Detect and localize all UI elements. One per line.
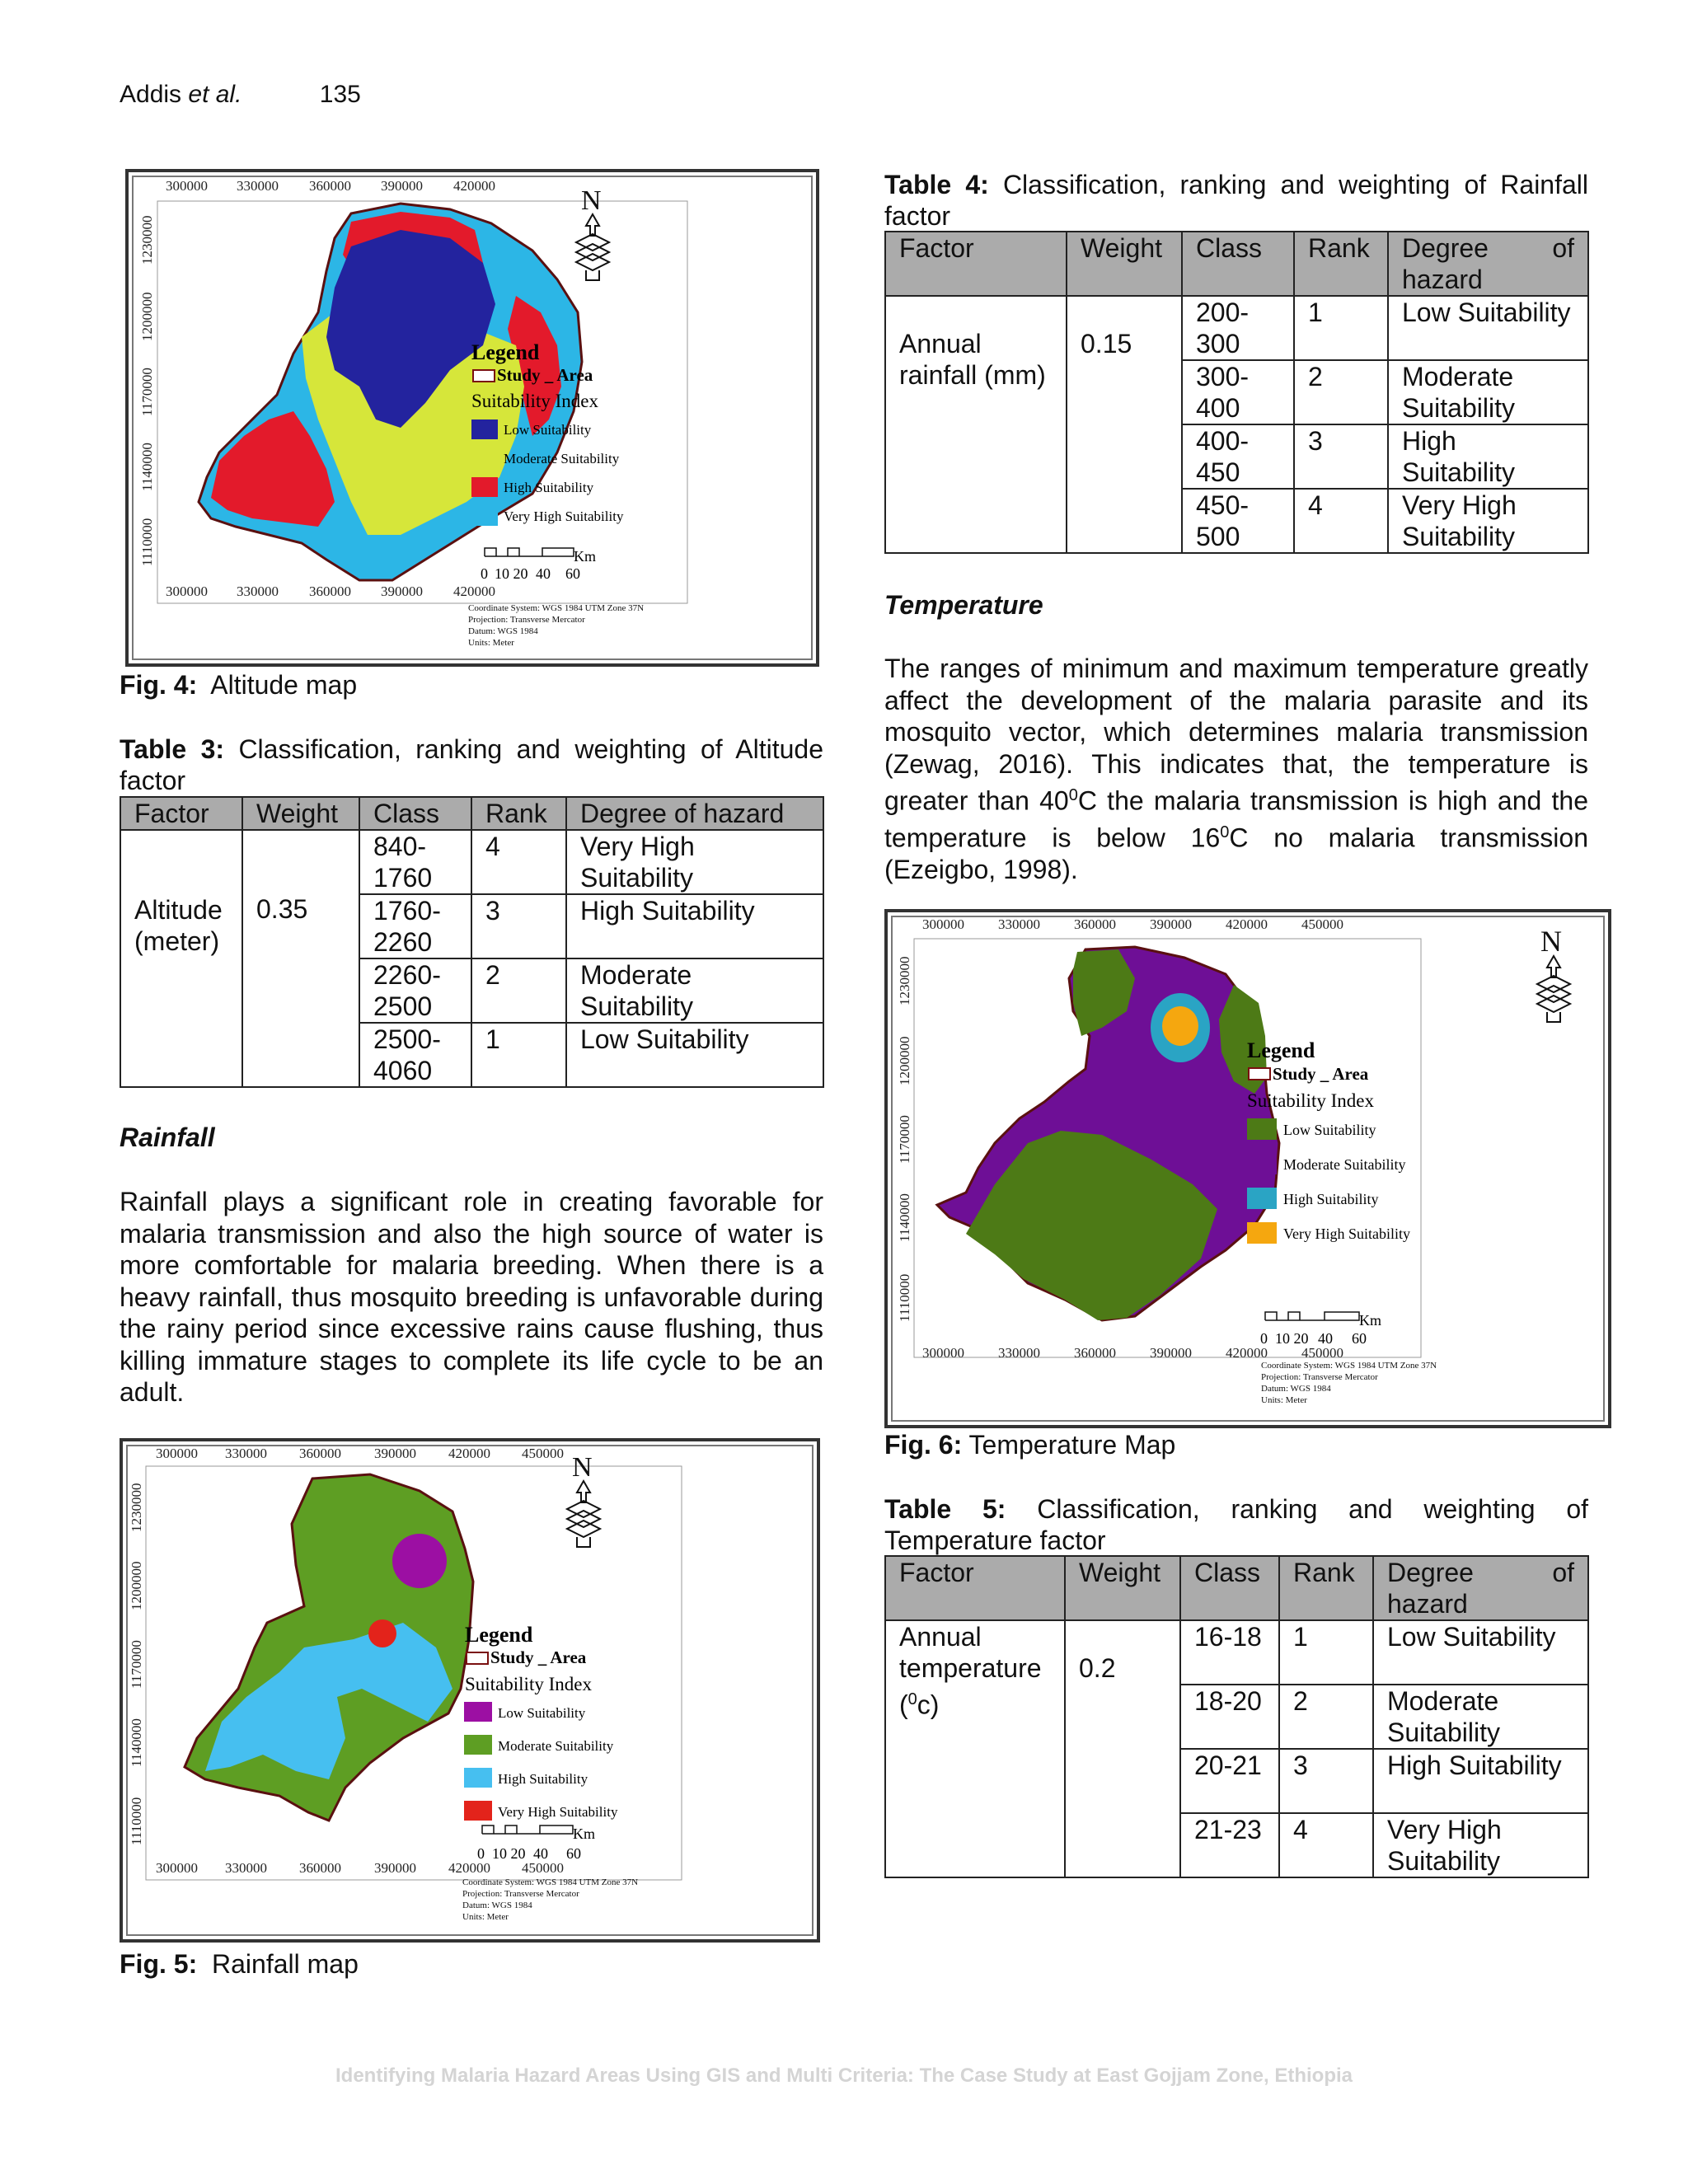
temperature-map-svg (888, 912, 1608, 1425)
table3-caption (120, 733, 823, 796)
fig5-scale-tick-2: 40 (533, 1845, 548, 1862)
fig4-ytick-3: 1200000 (139, 292, 155, 341)
fig4-legend-swatch-1 (471, 448, 498, 468)
fig4-xtick-top-3: 390000 (381, 178, 423, 194)
table4-header-weight: Weight (1067, 232, 1182, 296)
table5-class-0: 16-18 (1180, 1620, 1279, 1685)
table3-weight: 0.35 (242, 830, 359, 1087)
fig5-xtick-bot-2: 360000 (299, 1860, 341, 1876)
temperature-sup-2: 0 (1220, 823, 1230, 842)
table5-degree-2: High Suitability (1373, 1749, 1588, 1813)
table5-header-factor: Factor (885, 1556, 1065, 1620)
fig5-caption-label: Fig. 5: (120, 1949, 198, 1979)
fig6-ytick-4: 1230000 (897, 956, 912, 1005)
temperature-sup-1: 0 (1068, 786, 1078, 804)
table5-caption (884, 1493, 1588, 1556)
fig6-caption (884, 1430, 1175, 1460)
fig5-coord-system: Coordinate System: WGS 1984 UTM Zone 37N (462, 1877, 639, 1887)
fig4-legend-class-2: High Suitability (504, 480, 594, 495)
svg-text:N: N (572, 1452, 593, 1483)
table4-rank-2: 3 (1294, 424, 1388, 489)
fig6-projection: Projection: Transverse Mercator (1261, 1372, 1378, 1382)
temperature-text-1: The ranges of minimum and maximum temperature greatly affect the development of the malaria parasite and its mosquito vector, which determines malaria transmission (Zewag, 2016). This indicates that, the temperature is greater than 40 (884, 654, 1588, 816)
fig6-legend-study-area: Study _ Area (1273, 1064, 1369, 1084)
temperature-heading: Temperature (884, 590, 1043, 620)
table4-degree-2: High Suitability (1388, 424, 1588, 489)
figure-temperature-map (884, 909, 1611, 1428)
table3-class-1: 1760-2260 (359, 894, 471, 958)
fig4-xtick-top-2: 360000 (309, 178, 351, 194)
fig5-xtick-top-0: 300000 (156, 1446, 198, 1461)
fig6-legend-swatch-3 (1247, 1222, 1277, 1244)
rainfall-paragraph: Rainfall plays a significant role in creating favorable for malaria transmission and also the high source of water is more comfortable for malaria breeding. When there is a heavy rainfall, thus mosquito breeding is unfavorable during the rainy period since excessive rains cause flushing, thus killing immature stages to complete its life cycle to be an adult. (120, 1187, 823, 1407)
table4 (884, 231, 1589, 554)
fig6-scale-tick-2: 40 (1318, 1330, 1333, 1347)
fig6-legend-swatch-2 (1247, 1188, 1277, 1209)
fig5-scale-km: Km (573, 1825, 595, 1842)
temperature-text-2: C the malaria transmission is high and the temperature is below 16 (884, 785, 1589, 853)
svg-text:N: N (581, 185, 602, 216)
table3-class-2: 2260-2500 (359, 958, 471, 1023)
table5-class-1: 18-20 (1180, 1685, 1279, 1749)
page-footer: Identifying Malaria Hazard Areas Using GIS and Multi Criteria: The Case Study at East Gojjam Zone, Ethiopia (335, 2064, 1353, 2087)
fig6-xtick-top-5: 450000 (1301, 916, 1343, 932)
svg-text:N: N (1540, 925, 1562, 958)
table5-class-3: 21-23 (1180, 1813, 1279, 1877)
fig4-legend-class-0: Low Suitability (504, 422, 592, 438)
fig4-scale-bar (485, 548, 574, 556)
fig4-legend-swatch-3 (471, 506, 498, 526)
table5-factor (885, 1620, 1065, 1877)
table3-degree-2: Moderate Suitability (566, 958, 823, 1023)
fig4-xtick-top-1: 330000 (237, 178, 279, 194)
fig4-ytick-1: 1140000 (139, 443, 155, 491)
fig5-ytick-1: 1140000 (129, 1718, 144, 1767)
fig5-legend-swatch-0 (464, 1702, 492, 1722)
fig5-ytick-0: 1110000 (129, 1797, 144, 1845)
table-row (885, 296, 1588, 360)
table5-caption-label: Table 5: (884, 1494, 1006, 1524)
fig5-legend-study-area: Study _ Area (490, 1647, 587, 1667)
fig4-legend-title: Legend (471, 340, 540, 364)
fig4-xtick-bot-4: 420000 (453, 583, 495, 599)
fig5-legend-swatch-3 (464, 1801, 492, 1821)
fig5-scale-tick-3: 60 (566, 1845, 581, 1862)
altitude-map-svg (129, 172, 816, 663)
table4-caption-label: Table 4: (884, 170, 989, 199)
fig4-legend-swatch-2 (471, 477, 498, 497)
fig6-caption-label: Fig. 6: (884, 1430, 963, 1460)
fig6-caption-text: Temperature Map (968, 1430, 1176, 1460)
rainfall-map-svg (123, 1441, 817, 1939)
fig4-xtick-bot-3: 390000 (381, 583, 423, 599)
fig6-legend-suit-index: Suitability Index (1247, 1090, 1374, 1111)
table4-degree-0: Low Suitability (1388, 296, 1588, 360)
fig5-xtick-top-2: 360000 (299, 1446, 341, 1461)
table3-class-0: 840-1760 (359, 830, 471, 894)
fig6-ytick-1: 1140000 (897, 1193, 912, 1242)
figure-rainfall-map (120, 1438, 820, 1943)
fig5-region-low (392, 1534, 447, 1588)
table3 (120, 796, 824, 1088)
table5-caption-text: Classification, ranking and weighting of Temperature factor (884, 1494, 1589, 1555)
fig5-scale-bar (482, 1825, 573, 1834)
table3-degree-3: Low Suitability (566, 1023, 823, 1087)
fig4-coord-system: Coordinate System: WGS 1984 UTM Zone 37N (468, 603, 645, 613)
header-etal: et al. (188, 81, 242, 108)
fig5-legend-class-0: Low Suitability (498, 1705, 586, 1721)
fig6-xtick-bot-2: 360000 (1074, 1345, 1116, 1361)
table-row (885, 1620, 1588, 1685)
fig5-xtick-bot-5: 450000 (522, 1860, 564, 1876)
fig4-units: Units: Meter (468, 638, 514, 648)
fig6-legend-swatch-1 (1247, 1153, 1277, 1174)
fig6-xtick-bot-3: 390000 (1150, 1345, 1192, 1361)
fig6-legend-title: Legend (1247, 1038, 1315, 1062)
fig5-datum: Datum: WGS 1984 (462, 1900, 532, 1910)
fig4-datum: Datum: WGS 1984 (468, 626, 538, 636)
fig5-scale-tick-0: 0 (477, 1845, 485, 1862)
fig5-xtick-top-4: 420000 (448, 1446, 490, 1461)
header-page-number: 135 (319, 81, 361, 108)
table3-caption-text: Classification, ranking and weighting of Altitude factor (120, 734, 823, 795)
table5-header-degree: Degree of hazard (1373, 1556, 1588, 1620)
table4-weight: 0.15 (1067, 296, 1182, 553)
fig6-xtick-top-0: 300000 (922, 916, 964, 932)
fig4-scale-tick-0: 0 (481, 565, 488, 582)
fig4-ytick-2: 1170000 (139, 368, 155, 416)
table5-unit-open: ( (899, 1690, 908, 1720)
fig5-legend-swatch-1 (464, 1735, 492, 1755)
table4-degree-3: Very High Suitability (1388, 489, 1588, 553)
table-header-row (885, 1556, 1588, 1620)
fig4-legend-swatch-0 (471, 419, 498, 439)
fig4-legend-class-1: Moderate Suitability (504, 451, 620, 466)
fig4-north-arrow-icon (576, 185, 609, 280)
temperature-text-3: C no malaria transmission (Ezeigbo, 1998). (884, 823, 1589, 885)
fig5-xtick-bot-3: 390000 (374, 1860, 416, 1876)
table3-rank-1: 3 (471, 894, 566, 958)
table5-header-class: Class (1180, 1556, 1279, 1620)
table4-header-rank: Rank (1294, 232, 1388, 296)
table3-header-weight: Weight (242, 797, 359, 830)
table5-header-rank: Rank (1279, 1556, 1373, 1620)
table5-degree-3: Very High Suitability (1373, 1813, 1588, 1877)
table4-factor: Annual rainfall (mm) (885, 296, 1067, 553)
table4-rank-1: 2 (1294, 360, 1388, 424)
fig5-region-high (205, 1623, 452, 1779)
fig5-region-very-high (368, 1619, 396, 1647)
table5-degree-0: Low Suitability (1373, 1620, 1588, 1685)
fig4-legend-suit-index: Suitability Index (471, 391, 598, 411)
table4-header-class: Class (1182, 232, 1294, 296)
fig6-xtick-bot-0: 300000 (922, 1345, 964, 1361)
fig4-scale-tick-1: 10 20 (495, 565, 528, 582)
fig5-legend-class-2: High Suitability (498, 1771, 588, 1787)
table3-degree-0: Very High Suitability (566, 830, 823, 894)
fig4-scale-km: Km (574, 548, 596, 565)
fig5-xtick-bot-1: 330000 (225, 1860, 267, 1876)
table5-rank-1: 2 (1279, 1685, 1373, 1749)
fig6-coord-system: Coordinate System: WGS 1984 UTM Zone 37N (1261, 1361, 1437, 1371)
fig6-scale-km: Km (1359, 1312, 1381, 1329)
table4-rank-0: 1 (1294, 296, 1388, 360)
table5-header-weight: Weight (1065, 1556, 1180, 1620)
fig4-scale-tick-2: 40 (536, 565, 551, 582)
table-header-row (885, 232, 1588, 296)
fig5-units: Units: Meter (462, 1912, 509, 1922)
fig6-ytick-2: 1170000 (897, 1115, 912, 1164)
table3-header-factor: Factor (120, 797, 242, 830)
fig4-xtick-bot-1: 330000 (237, 583, 279, 599)
fig6-scale-tick-0: 0 (1260, 1330, 1268, 1347)
table3-header-class: Class (359, 797, 471, 830)
table5-class-2: 20-21 (1180, 1749, 1279, 1813)
table5-rank-0: 1 (1279, 1620, 1373, 1685)
table4-class-2: 400-450 (1182, 424, 1294, 489)
table5-degree-1: Moderate Suitability (1373, 1685, 1588, 1749)
fig5-projection: Projection: Transverse Mercator (462, 1889, 579, 1899)
fig6-xtick-top-2: 360000 (1074, 916, 1116, 932)
fig5-xtick-bot-4: 420000 (448, 1860, 490, 1876)
fig6-legend-class-0: Low Suitability (1283, 1122, 1376, 1138)
fig5-caption (120, 1949, 359, 1980)
fig4-xtick-top-4: 420000 (453, 178, 495, 194)
fig4-projection: Projection: Transverse Mercator (468, 615, 585, 625)
table4-header-factor: Factor (885, 232, 1067, 296)
fig5-xtick-bot-0: 300000 (156, 1860, 198, 1876)
rainfall-heading: Rainfall (120, 1122, 215, 1152)
fig4-ytick-4: 1230000 (139, 215, 155, 265)
table4-class-3: 450-500 (1182, 489, 1294, 553)
fig6-legend-class-2: High Suitability (1283, 1191, 1379, 1207)
fig5-legend-class-1: Moderate Suitability (498, 1738, 614, 1754)
fig5-legend-title: Legend (465, 1623, 533, 1647)
fig5-scale-tick-1: 10 20 (492, 1845, 526, 1862)
fig4-scale-tick-3: 60 (565, 565, 580, 582)
fig5-ytick-2: 1170000 (129, 1640, 144, 1689)
fig6-legend-class-1: Moderate Suitability (1283, 1156, 1406, 1173)
fig4-xtick-bot-2: 360000 (309, 583, 351, 599)
table4-header-degree: Degree of hazard (1388, 232, 1588, 296)
table5 (884, 1555, 1589, 1878)
fig6-scale-tick-3: 60 (1352, 1330, 1367, 1347)
fig6-xtick-top-1: 330000 (998, 916, 1040, 932)
table4-caption (884, 169, 1588, 232)
figure-altitude-map (125, 169, 819, 667)
table3-factor: Altitude (meter) (120, 830, 242, 1087)
running-header (120, 81, 361, 109)
fig6-xtick-bot-1: 330000 (998, 1345, 1040, 1361)
fig6-xtick-bot-4: 420000 (1226, 1345, 1268, 1361)
fig5-ytick-4: 1230000 (129, 1483, 144, 1532)
table5-unit-close: c) (917, 1690, 940, 1720)
fig5-xtick-top-1: 330000 (225, 1446, 267, 1461)
table4-caption-text: Classification, ranking and weighting of Rainfall factor (884, 170, 1588, 231)
table3-rank-3: 1 (471, 1023, 566, 1087)
fig4-caption-text: Altitude map (210, 670, 358, 700)
table4-class-1: 300-400 (1182, 360, 1294, 424)
fig6-legend-swatch-0 (1247, 1118, 1277, 1140)
fig5-xtick-top-5: 450000 (522, 1446, 564, 1461)
table4-class-0: 200-300 (1182, 296, 1294, 360)
fig6-xtick-bot-5: 450000 (1301, 1345, 1343, 1361)
table3-degree-1: High Suitability (566, 894, 823, 958)
fig6-units: Units: Meter (1261, 1395, 1307, 1405)
fig6-region-very-high (1162, 1006, 1198, 1046)
table5-factor-text: Annual temperature (899, 1622, 1042, 1683)
fig6-legend-class-3: Very High Suitability (1283, 1226, 1410, 1242)
table-row (120, 830, 823, 894)
table5-rank-3: 4 (1279, 1813, 1373, 1877)
table3-caption-label: Table 3: (120, 734, 225, 764)
fig6-north-arrow-icon (1537, 925, 1570, 1022)
fig4-xtick-top-0: 300000 (166, 178, 208, 194)
fig5-legend-class-3: Very High Suitability (498, 1804, 618, 1820)
table3-class-3: 2500-4060 (359, 1023, 471, 1087)
table4-degree-1: Moderate Suitability (1388, 360, 1588, 424)
fig6-scale-tick-1: 10 20 (1275, 1330, 1309, 1347)
fig4-legend-class-3: Very High Suitability (504, 509, 624, 524)
table5-rank-2: 3 (1279, 1749, 1373, 1813)
fig6-datum: Datum: WGS 1984 (1261, 1384, 1331, 1394)
table3-header-degree: Degree of hazard (566, 797, 823, 830)
table5-weight: 0.2 (1065, 1620, 1180, 1877)
table5-unit-sup: 0 (907, 1690, 917, 1708)
fig6-xtick-top-4: 420000 (1226, 916, 1268, 932)
fig5-legend-swatch-2 (464, 1768, 492, 1788)
fig4-xtick-bot-0: 300000 (166, 583, 208, 599)
fig6-ytick-3: 1200000 (897, 1036, 912, 1085)
table3-rank-2: 2 (471, 958, 566, 1023)
fig4-caption-label: Fig. 4: (120, 670, 198, 700)
fig4-ytick-0: 1110000 (139, 518, 155, 566)
fig5-legend-suit-index: Suitability Index (465, 1674, 592, 1694)
fig5-caption-text: Rainfall map (212, 1949, 359, 1979)
fig6-scale-bar (1265, 1312, 1359, 1320)
fig5-xtick-top-3: 390000 (374, 1446, 416, 1461)
table-header-row (120, 797, 823, 830)
fig6-xtick-top-3: 390000 (1150, 916, 1192, 932)
header-authors: Addis (120, 81, 182, 108)
table4-rank-3: 4 (1294, 489, 1388, 553)
temperature-paragraph (884, 653, 1588, 886)
table3-rank-0: 4 (471, 830, 566, 894)
fig6-ytick-0: 1110000 (897, 1273, 912, 1322)
fig5-ytick-3: 1200000 (129, 1561, 144, 1610)
table3-header-rank: Rank (471, 797, 566, 830)
fig4-legend-study-area: Study _ Area (497, 365, 593, 385)
fig4-caption (120, 670, 357, 701)
